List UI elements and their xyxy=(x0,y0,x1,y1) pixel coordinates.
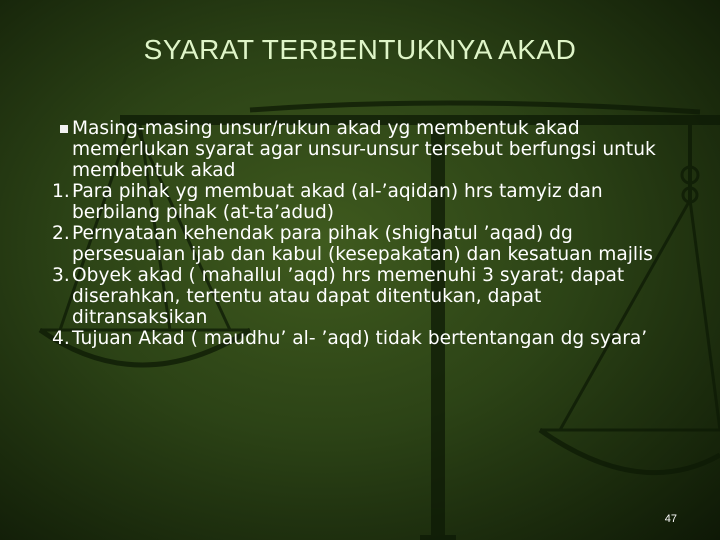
list-item xyxy=(52,181,677,223)
square-bullet-icon xyxy=(60,125,68,133)
list-item xyxy=(52,265,677,328)
intro-text: Masing-masing unsur/rukun akad yg membentuk akad memerlukan syarat agar unsur-unsur tersebut berfungsi untuk membentuk akad xyxy=(72,118,656,181)
page-number: 47 xyxy=(664,513,677,525)
list-item-text: Obyek akad ( mahallul ’aqd) hrs memenuhi 3 syarat; dapat diserahkan, tertentu atau dapat ditentukan, dapat ditransaksikan xyxy=(72,265,625,328)
slide-body xyxy=(52,118,677,349)
list-item-number: 2. xyxy=(52,223,70,244)
list-item-number: 1. xyxy=(52,181,70,202)
list-item-text: Para pihak yg membuat akad (al-’aqidan) hrs tamyiz dan berbilang pihak (at-ta’adud) xyxy=(72,181,603,223)
slide-title: SYARAT TERBENTUKNYA AKAD xyxy=(143,34,577,65)
intro-bullet xyxy=(52,118,677,181)
list-item-number: 4. xyxy=(52,328,70,349)
list-item xyxy=(52,223,677,265)
list-item xyxy=(52,328,677,349)
list-item-text: Pernyataan kehendak para pihak (shighatul ’aqad) dg persesuaian ijab dan kabul (kesepakatan) dan kesatuan majlis xyxy=(72,223,653,265)
list-item-number: 3. xyxy=(52,265,70,286)
list-item-text: Tujuan Akad ( maudhu’ al- ’aqd) tidak bertentangan dg syara’ xyxy=(72,328,648,349)
